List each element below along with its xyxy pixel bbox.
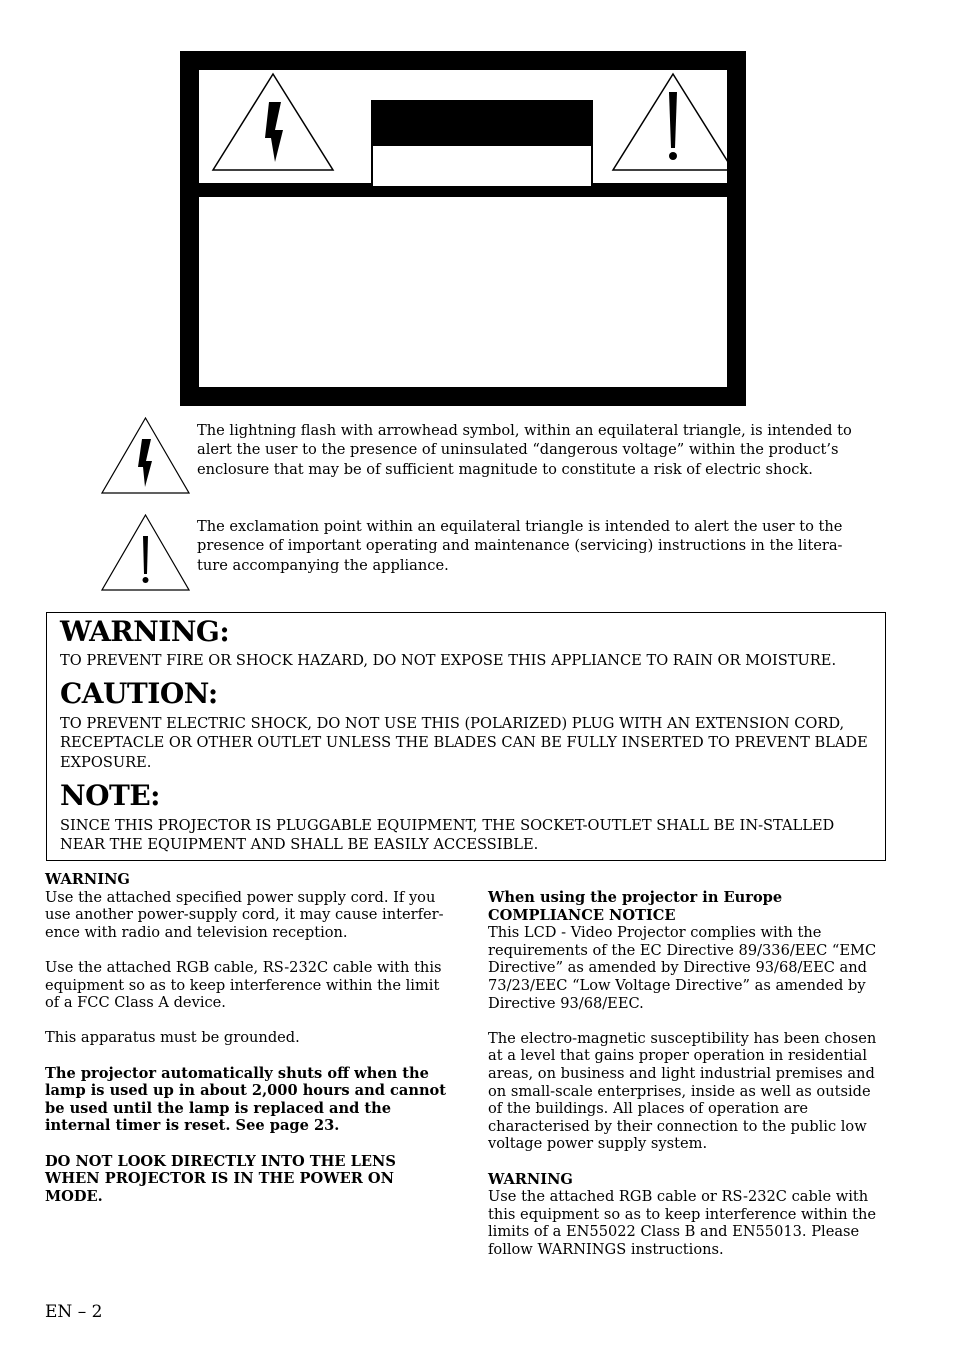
- lightning-triangle-icon: [101, 417, 190, 495]
- caution-text: TO PREVENT ELECTRIC SHOCK, DO NOT USE THIS (POLARIZED) PLUG WITH AN EXTENSION CORD, RECEPTACLE OR OTHER OUTLET UNLESS THE BLADES CAN BE FULLY INSERTED TO PREVENT BLADE EXPOSURE.: [60, 715, 868, 771]
- europe-heading: When using the projector in Europe: [488, 889, 783, 906]
- exclamation-triangle-icon: [611, 72, 735, 172]
- rgb-cable-text: Use the attached RGB cable, RS-232C cable with this equipment so as to keep interference within the limit of a FCC Class A device.: [45, 958, 442, 1012]
- caution-heading: CAUTION:: [60, 677, 218, 710]
- left-warning-heading: WARNING: [45, 871, 130, 888]
- lightning-symbol-description: The lightning flash with arrowhead symbol, within an equilateral triangle, is intended to alert the user to the presence of uninsulated “dangerous voltage” within the product’s enclosure that may be of sufficient magnitude to constitute a risk of electric shock.: [197, 422, 852, 478]
- lamp-notice: The projector automatically shuts off when the lamp is used up in about 2,000 hours and cannot be used until the lamp is replaced and the internal timer is reset. See page 23.: [45, 1064, 447, 1135]
- left-column: [45, 871, 455, 1223]
- note-text: SINCE THIS PROJECTOR IS PLUGGABLE EQUIPMENT, THE SOCKET-OUTLET SHALL BE IN-STALLED NEAR THE EQUIPMENT AND SHALL BE EASILY ACCESSIBLE.: [60, 817, 835, 854]
- right-warning-heading: WARNING: [488, 1170, 573, 1188]
- caution-sign-title-bar: [373, 102, 591, 146]
- lens-notice: DO NOT LOOK DIRECTLY INTO THE LENS WHEN PROJECTOR IS IN THE POWER ON MODE.: [45, 1152, 396, 1205]
- compliance-heading: COMPLIANCE NOTICE: [488, 906, 676, 924]
- caution-sign-title-box: [371, 100, 593, 188]
- safety-notice-box: [46, 612, 886, 861]
- left-warning-section: [45, 871, 455, 941]
- caution-sign-body: [199, 197, 727, 387]
- compliance-section: [488, 889, 888, 1012]
- susceptibility-text: The electro-magnetic susceptibility has been chosen at a level that gains proper operation in residential areas, on business and light industrial premises and on small-scale enterprises, inside as well as outside of the buildings. All places of operation are characterised by their connection to the public low voltage power supply system.: [488, 1029, 877, 1153]
- left-warning-text: Use the attached specified power supply cord. If you use another power-supply cord, it may cause interfer-ence with radio and television reception.: [45, 888, 444, 941]
- note-heading: NOTE:: [60, 779, 160, 812]
- right-warning-text: Use the attached RGB cable or RS-232C cable with this equipment so as to keep interference within the limits of a EN55022 Class B and EN55013. Please follow WARNINGS instructions.: [488, 1188, 877, 1258]
- compliance-text: This LCD - Video Projector complies with the requirements of the EC Directive 89/336/EEC “EMC Directive” as amended by Directive 93/68/EEC and 73/23/EEC “Low Voltage Directive” as amended by Directive 93/68/EEC.: [488, 924, 877, 1012]
- warning-text: TO PREVENT FIRE OR SHOCK HAZARD, DO NOT EXPOSE THIS APPLIANCE TO RAIN OR MOISTURE.: [60, 652, 837, 669]
- exclamation-symbol-description: The exclamation point within an equilateral triangle is intended to alert the user to the presence of important operating and maintenance (servicing) instructions in the litera-ture accompanying the appliance.: [197, 518, 843, 574]
- page-number: EN – 2: [45, 1302, 103, 1322]
- lightning-triangle-icon: [211, 72, 335, 172]
- right-column: [488, 889, 888, 1276]
- exclamation-triangle-icon: [101, 514, 190, 592]
- warning-heading: WARNING:: [60, 615, 230, 648]
- right-warning-section: [488, 1171, 888, 1259]
- grounded-text: This apparatus must be grounded.: [45, 1029, 300, 1047]
- caution-sign-header: [199, 70, 727, 183]
- caution-sign: [180, 51, 746, 406]
